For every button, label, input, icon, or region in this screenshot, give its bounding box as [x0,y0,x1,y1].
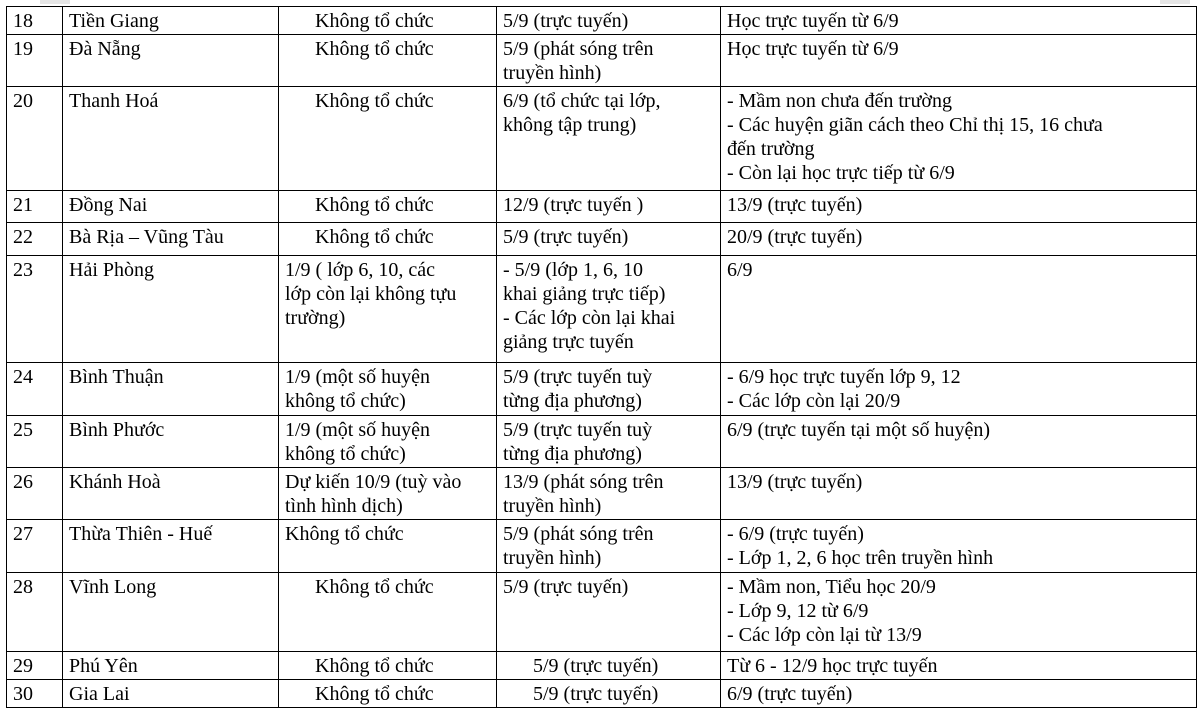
opening-ceremony-date: Không tổ chức [279,35,497,87]
study-schedule: 6/9 (trực tuyến tại một số huyện) [721,416,1197,468]
province-name: Vĩnh Long [63,573,279,652]
row-number: 29 [7,652,63,680]
table-row [7,7,1197,35]
table-row [7,520,1197,573]
province-name: Hải Phòng [63,256,279,363]
study-schedule: - Mầm non chưa đến trường - Các huyện giãn cách theo Chỉ thị 15, 16 chưa đến trường - Còn lại học trực tiếp từ 6/9 [721,87,1197,191]
opening-ceremony-date: Không tổ chức [279,573,497,652]
table-row [7,35,1197,87]
opening-ceremony-date: Không tổ chức [279,191,497,223]
row-number: 24 [7,363,63,416]
opening-ceremony-date: Không tổ chức [279,87,497,191]
ceremony-format: 5/9 (phát sóng trên truyền hình) [497,520,721,573]
opening-ceremony-date: Không tổ chức [279,223,497,256]
table-row [7,468,1197,520]
opening-ceremony-date: Dự kiến 10/9 (tuỳ vào tình hình dịch) [279,468,497,520]
opening-ceremony-date: Không tổ chức [279,7,497,35]
table-row [7,573,1197,652]
province-name: Đà Nẵng [63,35,279,87]
table-row [7,652,1197,680]
ceremony-format: 5/9 (trực tuyến) [497,680,721,708]
opening-ceremony-date: Không tổ chức [279,680,497,708]
row-number: 28 [7,573,63,652]
ceremony-format: - 5/9 (lớp 1, 6, 10 khai giảng trực tiếp) - Các lớp còn lại khai giảng trực tuyến [497,256,721,363]
province-name: Bình Phước [63,416,279,468]
opening-ceremony-date: 1/9 (một số huyện không tổ chức) [279,416,497,468]
study-schedule: Học trực tuyến từ 6/9 [721,7,1197,35]
opening-ceremony-date: 1/9 (một số huyện không tổ chức) [279,363,497,416]
opening-ceremony-date: 1/9 ( lớp 6, 10, các lớp còn lại không tựu trường) [279,256,497,363]
opening-ceremony-date: Không tổ chức [279,520,497,573]
study-schedule: Từ 6 - 12/9 học trực tuyến [721,652,1197,680]
ceremony-format: 5/9 (trực tuyến) [497,223,721,256]
ceremony-format: 13/9 (phát sóng trên truyền hình) [497,468,721,520]
row-number: 26 [7,468,63,520]
table-row [7,680,1197,708]
province-name: Tiền Giang [63,7,279,35]
page-edge-mark [1160,0,1190,4]
ceremony-format: 12/9 (trực tuyến ) [497,191,721,223]
study-schedule: - Mầm non, Tiểu học 20/9 - Lớp 9, 12 từ 6/9 - Các lớp còn lại từ 13/9 [721,573,1197,652]
page-edge-mark [40,0,70,4]
province-name: Thanh Hoá [63,87,279,191]
table-row [7,87,1197,191]
province-name: Gia Lai [63,680,279,708]
province-name: Bình Thuận [63,363,279,416]
study-schedule: 13/9 (trực tuyến) [721,468,1197,520]
table-row [7,191,1197,223]
row-number: 23 [7,256,63,363]
row-number: 25 [7,416,63,468]
province-name: Đồng Nai [63,191,279,223]
study-schedule: 6/9 [721,256,1197,363]
row-number: 22 [7,223,63,256]
province-name: Khánh Hoà [63,468,279,520]
table-row [7,416,1197,468]
study-schedule: 6/9 (trực tuyến) [721,680,1197,708]
study-schedule: 13/9 (trực tuyến) [721,191,1197,223]
ceremony-format: 6/9 (tổ chức tại lớp, không tập trung) [497,87,721,191]
ceremony-format: 5/9 (phát sóng trên truyền hình) [497,35,721,87]
ceremony-format: 5/9 (trực tuyến tuỳ từng địa phương) [497,363,721,416]
study-schedule: - 6/9 (trực tuyến) - Lớp 1, 2, 6 học trên truyền hình [721,520,1197,573]
study-schedule: - 6/9 học trực tuyến lớp 9, 12 - Các lớp còn lại 20/9 [721,363,1197,416]
ceremony-format: 5/9 (trực tuyến) [497,652,721,680]
ceremony-format: 5/9 (trực tuyến) [497,573,721,652]
province-name: Thừa Thiên - Huế [63,520,279,573]
study-schedule: 20/9 (trực tuyến) [721,223,1197,256]
school-opening-table [6,6,1197,708]
opening-ceremony-date: Không tổ chức [279,652,497,680]
table-row [7,223,1197,256]
row-number: 30 [7,680,63,708]
row-number: 27 [7,520,63,573]
row-number: 18 [7,7,63,35]
table-row [7,363,1197,416]
table-row [7,256,1197,363]
row-number: 19 [7,35,63,87]
province-name: Phú Yên [63,652,279,680]
row-number: 20 [7,87,63,191]
study-schedule: Học trực tuyến từ 6/9 [721,35,1197,87]
ceremony-format: 5/9 (trực tuyến) [497,7,721,35]
province-name: Bà Rịa – Vũng Tàu [63,223,279,256]
row-number: 21 [7,191,63,223]
ceremony-format: 5/9 (trực tuyến tuỳ từng địa phương) [497,416,721,468]
